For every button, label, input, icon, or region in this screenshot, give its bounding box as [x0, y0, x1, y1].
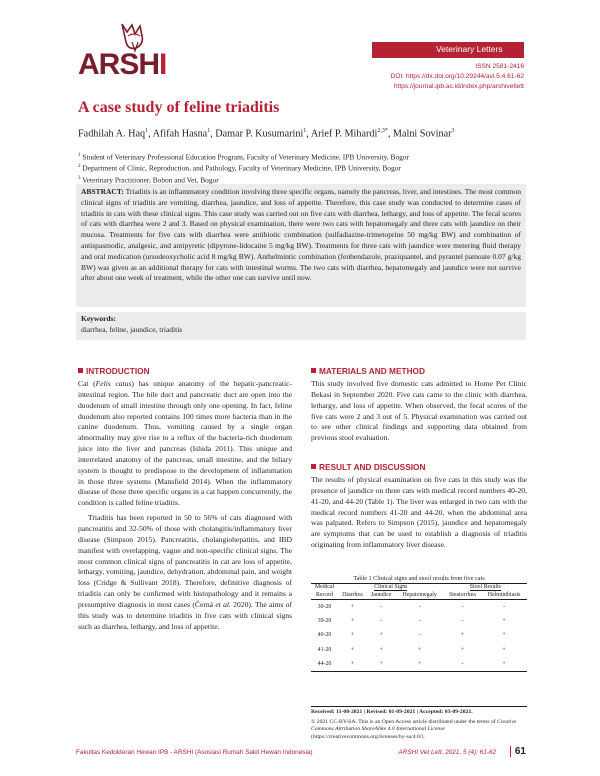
results-heading: RESULT AND DISCUSSION	[311, 462, 425, 472]
table-row	[311, 628, 527, 642]
table-cell: +	[350, 603, 355, 610]
abstract-text: Triaditis is an inflammatory condition involving three specific organs, namely the pancreas, liver, and intestines. The most common clinical signs of triaditis are vomiting, diarrhea, jaundice, and loss of appetite. Therefore, this case study was conducted to determine cases of triaditis in cats with these clinical signs. This case study was carried out on five cats with diarrhea, lethargy, and loss of appetite. The fecal scores of cats with diarrhea were 2 and 3. Based on physical examination, there were two cats with hepatomegaly and three cats with jaundice on their mucosa. Treatments for five cats with diarrhea were antibiotic combination (sulfadiazine-trimetoprine 50 mg/kg BW) and combination of antispasmodic, analgesic, and antipyretic (dipyrone-lidocaine 5 mg/kg BW). Treatments for three cats with jaundice were metering fluid therapy and oral medication (ursodeoxycholic acid 8 mg/kg BW). Anthelmintic combination (fenbendazole, praziquantel, and pyrantel pamoate 0.07 g/kg BW) was given as an additional therapy for cats with intestinal worms. The two cats with diarrhea, hepatomegaly and jaundice were not survive after about one week of treatment, while the other one can survive until now.	[81, 187, 521, 283]
issn: ISSN 2581-2416	[475, 63, 524, 70]
license-link[interactable]: (https://creativecommons.org/licenses/by-sa/4.0/).	[311, 733, 425, 740]
footer-citation: ARSHI Vet Lett, 2021, 5 (4): 61-62	[398, 749, 496, 756]
table-row	[311, 599, 527, 613]
column-header: Record	[311, 591, 338, 600]
keywords-label: Keywords:	[81, 314, 116, 323]
table-cell: -	[418, 617, 421, 624]
table-cell: +	[379, 646, 383, 653]
article-title: A case study of feline triaditis	[78, 99, 280, 116]
table-cell: -	[461, 617, 464, 624]
doi-link[interactable]: DOI: https://dx.doi.org/10.29244/avl.5.4.61-62	[390, 73, 524, 80]
abstract-label: ABSTRACT:	[81, 187, 124, 196]
table-cell: +	[350, 646, 355, 653]
table-cell: -	[418, 632, 421, 639]
author-name: Arief P. Mihardi	[310, 128, 378, 140]
table-cell: +	[338, 657, 367, 671]
table-cell: 41-20	[317, 646, 332, 653]
affiliations	[78, 151, 528, 185]
table-cell: 30-20	[317, 603, 332, 610]
author-name: Damar P. Kusumarini	[215, 128, 304, 140]
author-name: Afifah Hasna	[152, 128, 208, 140]
author-affiliation-mark: 1	[207, 128, 211, 134]
affiliation-line: $^1$ Student of Veterinary Professional Education Program, Faculty of Veterinary Medicine, IPB University, Bogor	[78, 152, 409, 162]
methods-heading: MATERIALS AND METHOD	[311, 366, 425, 376]
author-list: Fadhilah A. Haq$^1$, Afifah Hasna$^1$, Damar P. Kusumarini$^1$, Arief P. Mihardi$^{2,3*}$, Malni Sovinar$^3$	[78, 128, 455, 140]
table-cell: 40-20	[317, 632, 332, 639]
table-cell: +	[379, 632, 383, 639]
introduction-body	[78, 379, 292, 632]
journal-url-link[interactable]: https://journal.ipb.ac.id/index.php/arshivetlett	[393, 83, 524, 90]
abstract	[76, 184, 526, 307]
clinical-signs-table	[311, 583, 527, 672]
article-meta	[391, 62, 524, 92]
table-cell: -	[380, 617, 383, 624]
page-footer	[76, 746, 526, 757]
column-header: Jaundice	[367, 591, 396, 600]
table-cell: +	[367, 657, 396, 671]
keywords	[76, 312, 526, 340]
group-header-stool: Stool Results	[469, 584, 501, 591]
table-cell: -	[444, 657, 482, 671]
table-row	[311, 642, 527, 656]
column-header: Hepatomegaly	[396, 591, 444, 600]
table-cell: +	[350, 617, 355, 624]
methods-body: This study involved five domestic cats admitted to Home Pet Clinic Bekasi in September 2020. Five cats came to the clinic with diarrhea, lethargy, and loss of appetite. When observed, the fecal scores of the five cats were 2 and 3 out of 5. Physical examination was carried out to see other clinical findings and supporting data obtained from previous stool evaluation.	[311, 379, 527, 443]
column-header: Helminthiasis	[481, 591, 527, 600]
publication-info	[311, 706, 527, 741]
table-cell: 44-20	[311, 657, 338, 671]
journal-logo: ARSHI	[78, 48, 167, 81]
table-cell: +	[417, 646, 422, 653]
author-affiliation-mark: 1	[303, 128, 307, 134]
journal-name-banner: Veterinary Letters	[372, 42, 524, 58]
group-header-medical: Medical	[311, 584, 338, 591]
table-caption: Table 1 Clinical signs and stool results from five cats	[353, 575, 485, 582]
keywords-text: diarrhea, feline, jaundice, triaditis	[81, 324, 183, 334]
introduction-heading: INTRODUCTION	[78, 366, 150, 376]
table-cell: -	[418, 603, 421, 610]
footer-institution: Fakultas Kedokteran Hewan IPB - ARSHI (Asosiasi Rumah Sakit Hewan Indonesia)	[76, 749, 313, 756]
group-header-clinical: Clinical Signs	[374, 584, 408, 591]
affiliation-line: $^2$ Department of Clinic, Reproduction, and Pathology, Faculty of Veterinary Medicine, IPB University, Bogor	[78, 163, 401, 173]
results-body: The results of physical examination on five cats in this study was the presence of jaundice on three cats with medical record numbers 40-20, 41-20, and 44-20 (Table 1). The liver was enlarged in two cats with the medical record numbers 41-20 and 44-20, when the abdominal area was palpated. Refers to Simpson (2015), jaundice and hepatomegaly are symptoms that can be used to establish a diagnosis of triaditis originating from inflammatory liver disease.	[311, 475, 527, 550]
table-cell: -	[503, 603, 506, 610]
received-dates: Received: 11-08-2021 | Revised: 01-09-2021 | Accepted: 03-09-2021.	[311, 706, 527, 717]
intro-paragraph-1: Cat (Felis catus) has unique anatomy of the hepatic-pancreatic-intestinal region. The bile duct and pancreatic duct are open into the duodenum of small intestine through only one opening. In fact, feline duodenum also reported contains 100 times more bacteria than in the canine duodenum. Thus, vomiting caused by a single organ abnormality may give rise to a reflux of the bacteria-rich duodenum juice into the liver and pancreas (Ishida 2011). This unique and interrelated anatomy of the pancreas, small intestine, and the biliary system is thought to predispose to the development of inflammation in those three systems (Mansfield 2014). When the inflammatory disease of those three specific organs in a cat happen concurrently, the condition is called feline triaditis.	[78, 379, 292, 508]
table-cell: +	[460, 632, 465, 639]
intro-paragraph-2: Triaditis has been reported in 50 to 56% of cats diagnosed with pancreatitis and 32-50% of those with cholangitis/inflammatory liver disease (Simpson 2015). Pancreatitis, cholangiohepatitis, and IBD manifest with overlapping, vague and non-specific clinical signs. The most common clinical signs of pancreatitis in cat are loss of appetite, lethargy, vomiting, jaundice, dehydration, abdominal pain, and weight loss (Cridge & Sullivant 2018). Therefore, definitive diagnosis of triaditis can only be confirmed with histopathology and it remains a presumptive diagnosis in most cases (Černá et al. 2020). The aims of this study was to determine triaditis in five cats with clinical signs such as diarrhea, lethargy, and loss of appetite.	[78, 513, 292, 631]
license-text: © 2021 CC-BY-SA. This is an Open Access article distributed under the terms of Creative Commons Attribution ShareAlike 4.0 International License (https://creativecommons.org/licenses/by-sa/4.0/).	[311, 718, 517, 740]
table-cell: +	[502, 632, 506, 639]
table-cell: +	[502, 617, 506, 624]
table-cell: -	[461, 603, 464, 610]
column-header: Steatorrhea	[444, 591, 482, 600]
table-cell: +	[460, 646, 465, 653]
page-number: 61	[510, 746, 526, 757]
author-name: Fadhilah A. Haq	[78, 128, 146, 140]
table-cell: +	[396, 657, 444, 671]
table-cell: 39-20	[317, 617, 332, 624]
table-cell: +	[502, 646, 506, 653]
table-cell: +	[481, 657, 527, 671]
table-cell: -	[380, 603, 383, 610]
author-name: Malni Sovinar	[392, 128, 452, 140]
author-affiliation-mark: 3	[451, 128, 455, 134]
affiliation-line: $^3$ Veterinary Practitioner, Bobon and Vet, Bogor	[78, 175, 219, 185]
author-affiliation-mark: 1	[145, 128, 149, 134]
table-row	[311, 614, 527, 628]
column-header: Diarrhea	[338, 591, 367, 600]
table-cell: +	[350, 632, 355, 639]
author-affiliation-mark: 2,3*	[377, 128, 388, 134]
table-row	[311, 657, 527, 671]
